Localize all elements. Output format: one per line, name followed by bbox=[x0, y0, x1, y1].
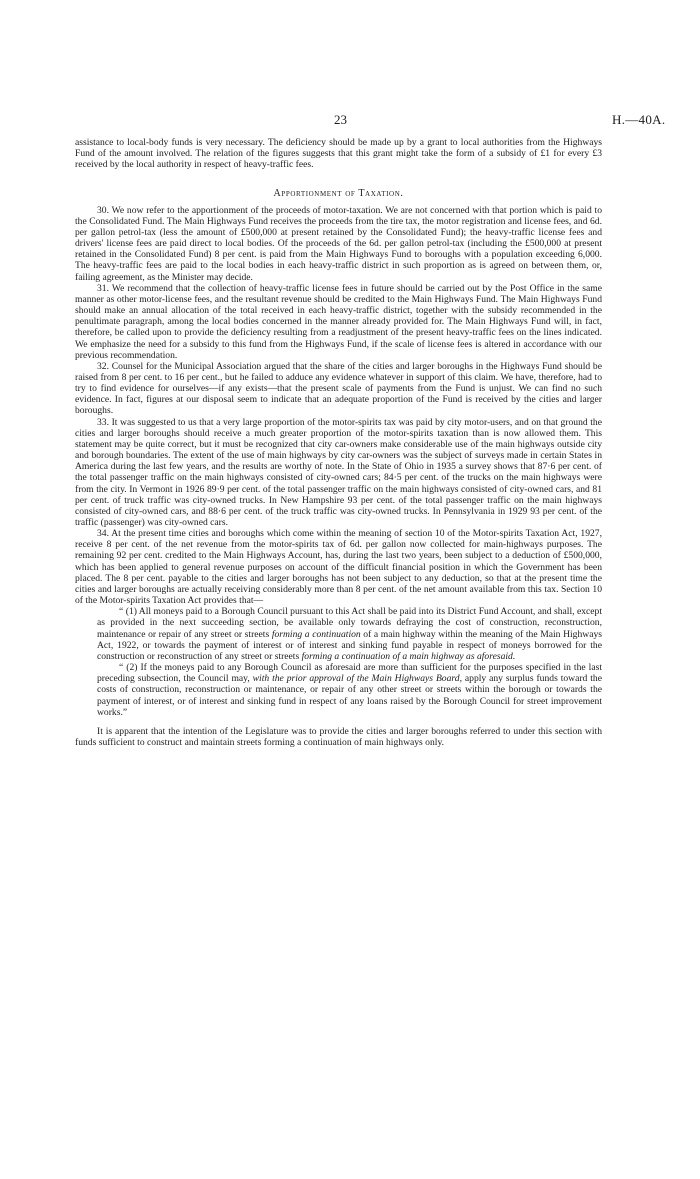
paragraph-30: 30. We now refer to the apportionment of the proceeds of motor-taxation. We are not concerned with that portion which is paid to the Consolidated Fund. The Main Highways Fund receives the proceeds from the tire tax, the motor registration and license fees, and 6d. per gallon petrol-tax (less the amount of £500,000 at present retained by the Consolidated Fund); the heavy-traffic license fees and drivers' license fees are paid direct to local bodies. Of the proceeds of the 6d. per gallon petrol-tax (including the £500,000 at present retained in the Consolidated Fund) 8 per cent. is paid from the Main Highways Fund to boroughs with a population exceeding 6,000. The heavy-traffic fees are paid to the local bodies in each heavy-traffic district in such proportion as is agreed on between them, or, failing agreement, as the Minister may decide. bbox=[75, 204, 602, 283]
body-text bbox=[75, 137, 602, 748]
quote-1-italic-a: forming a continuation bbox=[271, 628, 361, 640]
paragraph-34: 34. At the present time cities and boroughs which come within the meaning of section 10 of the Motor-spirits Taxation Act, 1927, receive 8 per cent. of the net revenue from the motor-spirits tax of 6d. per gallon now collected for main-highways purposes. The remaining 92 per cent. credited to the Main Highways Account, has, during the last two years, been subject to a deduction of £500,000, which has been applied to general revenue purposes on account of the difficult financial position in which the Government has been placed. The 8 per cent. payable to the cities and larger boroughs has not been subject to any deduction, so that at the present time the cities and larger boroughs are actually receiving considerably more than 8 per cent. of the net amount available from this tax. Section 10 of the Motor-spirits Taxation Act provides that— bbox=[75, 528, 602, 607]
quote-2-italic: with the prior approval of the Main Highways Board, bbox=[252, 673, 462, 685]
document-reference: H.—40A. bbox=[612, 112, 666, 127]
paragraph-32: 32. Counsel for the Municipal Association argued that the share of the cities and larger boroughs in the Highways Fund should be raised from 8 per cent. to 16 per cent., but he failed to adduce any evidence whatever in support of this claim. We have, therefore, had to try to find evidence for ourselves—if any exists—that the present scale of payments from the Fund is unjust. We can find no such evidence. In fact, figures at our disposal seem to indicate that an adequate proportion of the Fund is received by the cities and larger boroughs. bbox=[75, 360, 602, 417]
paragraph-33: 33. It was suggested to us that a very large proportion of the motor-spirits tax was paid by city motor-users, and on that ground the cities and larger boroughs should receive a much greater proportion of the motor-spirits taxation than is now allowed them. This statement may be quite correct, but it must be recognized that city car-owners make considerable use of the main highways outside city and borough boundaries. The extent of the use of main highways by city car-owners was the subject of surveys made in certain States in America during the last few years, and the results are worthy of note. In the State of Ohio in 1935 a survey shows that 87·6 per cent. of the total passenger traffic on the main highways consisted of city-owned cars; 84·5 per cent. of the trucks on the main highways were from the city. In Vermont in 1926 89·9 per cent. of the total passenger traffic on the main highways consisted of city-owned cars, and 81 per cent. of truck traffic was city-owned trucks. In New Hampshire 93 per cent. of the total passenger traffic on the main highways consisted of city-owned cars, and 88·6 per cent. of the truck traffic was city-owned trucks. In Pennsylvania in 1929 93 per cent. of the traffic (passenger) was city-owned cars. bbox=[75, 416, 602, 528]
quote-1-text-b: of a main highway within the meaning of the Main Highways Act, 1922, or towards the payment of interest or of interest and sinking fund payable in respect of moneys borrowed for the construction or reconstruction of any street or streets bbox=[97, 628, 602, 662]
paragraph-intro: assistance to local-body funds is very necessary. The deficiency should be made up by a grant to local authorities from the Highways Fund of the amount involved. The relation of the figures suggests that this grant might take the form of a subsidy of £1 for every £3 received by the local authority in respect of heavy-traffic fees. bbox=[75, 137, 602, 171]
quote-subsection-2 bbox=[97, 662, 602, 718]
page-number: 23 bbox=[334, 112, 347, 127]
quote-2-text-b: apply any surplus funds toward the costs of construction, reconstruction or maintenance, or repair of any other street or streets within the borough or towards the payment of interest, or of interest and sinking fund in respect of any loans raised by the Borough Council for street improvement works.” bbox=[97, 673, 602, 718]
paragraph-final: It is apparent that the intention of the Legislature was to provide the cities and larger boroughs referred to under this section with funds sufficient to construct and maintain streets forming a continuation of main highways only. bbox=[75, 725, 602, 748]
quote-1-italic-b: forming a continuation of a main highway as aforesaid. bbox=[301, 650, 516, 662]
quote-2-text-a: “ (2) If the moneys paid to any Borough Council as aforesaid are more than sufficient for the purposes specified in the last preceding subsection, the Council may, bbox=[97, 662, 602, 685]
quote-1-text-a: “ (1) All moneys paid to a Borough Council pursuant to this Act shall be paid into its District Fund Account, and shall, except as provided in the next succeeding section, be available only towards defraying the cost of construction, reconstruction, maintenance or repair of any street or streets bbox=[97, 606, 602, 640]
paragraph-31: 31. We recommend that the collection of heavy-traffic license fees in future should be carried out by the Post Office in the same manner as other motor-license fees, and the resultant revenue should be credited to the Main Highways Fund. The Main Highways Fund should make an annual allocation of the total received in each heavy-traffic district, together with the subsidy recommended in the penultimate paragraph, among the local bodies concerned in the manner already provided for. The Main Highways Fund will, in fact, therefore, be called upon to provide the deficiency resulting from a readjustment of the present heavy-traffic fees on the lines indicated. We emphasize the need for a subsidy to this fund from the Highways Fund, if the scale of license fees is altered in accordance with our previous recommendation. bbox=[75, 282, 602, 361]
section-heading: Apportionment of Taxation. bbox=[273, 188, 404, 200]
quote-subsection-1 bbox=[97, 606, 602, 662]
